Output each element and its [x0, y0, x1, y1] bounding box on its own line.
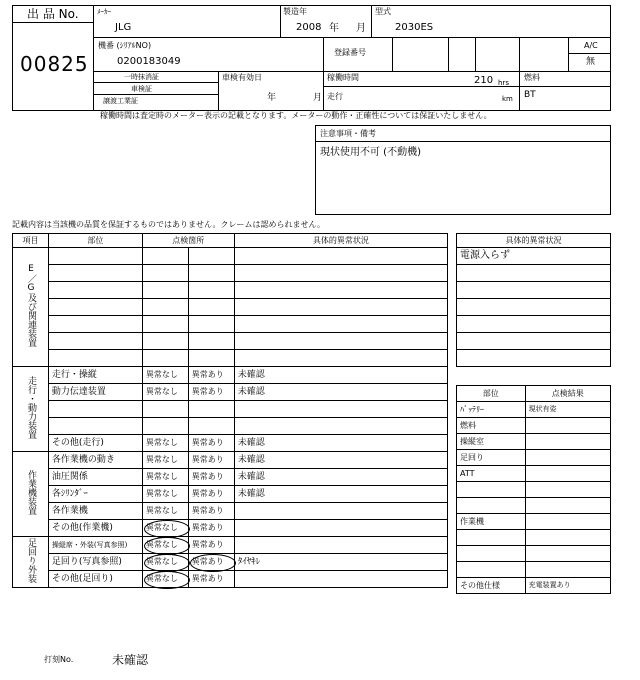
- detail-cell: [457, 333, 611, 350]
- temp-cert-label: 一時抹消証: [124, 73, 159, 81]
- check-ng-cell: 異常あり: [188, 486, 234, 503]
- note-cell: [234, 248, 447, 265]
- check-ok-cell: 異常なし: [142, 435, 188, 452]
- table-row: [457, 402, 611, 418]
- table-header: 点検箇所: [142, 234, 234, 248]
- table-row: [13, 537, 448, 554]
- circle-mark: [144, 520, 190, 538]
- result-value-cell: [525, 546, 610, 562]
- serial-value: 0200183049: [117, 56, 181, 67]
- note-cell: [234, 537, 447, 554]
- table-row: [13, 265, 448, 282]
- table-row: [13, 571, 448, 588]
- check-ng-cell: 異常あり: [188, 469, 234, 486]
- fuel-value: BT: [524, 90, 536, 100]
- result-part-cell: [457, 498, 526, 514]
- year-unit: 年: [329, 23, 339, 34]
- note-cell: [234, 265, 447, 282]
- part-cell: 各作業機: [48, 503, 142, 520]
- table-row: [13, 333, 448, 350]
- remarks-label: 注意事項・備考: [320, 129, 376, 138]
- result-value-cell: [525, 418, 610, 434]
- detail-cell: [457, 265, 611, 282]
- check-ng-cell: [188, 248, 234, 265]
- table-header: 具体的異常状況: [234, 234, 447, 248]
- result-value-cell: [525, 434, 610, 450]
- check-ok-cell: 異常なし: [142, 486, 188, 503]
- table-row: [457, 498, 611, 514]
- detail-cell: [457, 316, 611, 333]
- check-ok-cell: [142, 248, 188, 265]
- table-row: [457, 450, 611, 466]
- stamp-value: 未確認: [112, 653, 149, 667]
- part-cell: 操縦席・外装(写真参照): [48, 537, 142, 554]
- model-value: 2030ES: [395, 22, 434, 33]
- detail-cell: 電源入らず: [457, 248, 611, 265]
- result-value-cell: [525, 466, 610, 482]
- table-row: [13, 486, 448, 503]
- result-value-cell: [525, 530, 610, 546]
- result-part-cell: [457, 546, 526, 562]
- result-value-cell: [525, 450, 610, 466]
- part-cell: [48, 418, 142, 435]
- lot-number: 00825: [20, 52, 89, 76]
- part-cell: その他(走行): [48, 435, 142, 452]
- check-ok-cell: 異常なし: [142, 452, 188, 469]
- note-cell: 未確認: [234, 452, 447, 469]
- remarks-box: [315, 125, 611, 215]
- circle-mark: [190, 554, 236, 572]
- part-cell: [48, 316, 142, 333]
- fuel-label: 燃料: [524, 73, 540, 82]
- check-ok-cell: 異常なし: [142, 554, 188, 571]
- check-ng-cell: [188, 350, 234, 367]
- part-cell: 油圧関係: [48, 469, 142, 486]
- table-row: [13, 384, 448, 401]
- results-table: [456, 385, 611, 594]
- ac-value: 無: [586, 57, 596, 67]
- table-header: 部位: [48, 234, 142, 248]
- table-row: [457, 482, 611, 498]
- result-value-cell: [525, 498, 610, 514]
- circle-mark: [144, 537, 190, 555]
- note-cell: ﾀｲﾔｷﾚ: [234, 554, 447, 571]
- result-part-cell: 足回り: [457, 450, 526, 466]
- check-ng-cell: 異常あり: [188, 435, 234, 452]
- check-ng-cell: [188, 401, 234, 418]
- table-header: 具体的異常状況: [457, 234, 611, 248]
- check-ng-cell: 異常あり: [188, 537, 234, 554]
- part-cell: 足回り(写真参照): [48, 554, 142, 571]
- result-part-cell: 作業機: [457, 514, 526, 530]
- vehicle-cert-label: 車検証: [131, 85, 152, 93]
- table-row: [13, 418, 448, 435]
- hours-label: 稼働時間: [327, 73, 359, 82]
- table-row: [457, 299, 611, 316]
- section-label: [13, 367, 49, 452]
- table-row: [13, 469, 448, 486]
- detail-cell: [457, 299, 611, 316]
- inspection-year-unit: 年: [267, 93, 277, 103]
- check-ok-cell: [142, 316, 188, 333]
- result-value-cell: [525, 514, 610, 530]
- check-ng-cell: 異常あり: [188, 554, 234, 571]
- result-part-cell: [457, 482, 526, 498]
- table-row: [457, 578, 611, 594]
- note-cell: [234, 418, 447, 435]
- year-value: 2008: [296, 22, 322, 33]
- check-ok-cell: 異常なし: [142, 384, 188, 401]
- section-label: [13, 537, 49, 588]
- table-row: [13, 350, 448, 367]
- result-part-cell: その他仕様: [457, 578, 526, 594]
- section-label-text: 作業機装置: [25, 470, 36, 515]
- check-ng-cell: [188, 418, 234, 435]
- part-cell: その他(作業機): [48, 520, 142, 537]
- table-header: 部位: [457, 386, 526, 402]
- hours-value: 210: [474, 75, 494, 86]
- note-cell: [234, 401, 447, 418]
- table-header: 項目: [13, 234, 49, 248]
- note-cell: [234, 333, 447, 350]
- table-row: [13, 248, 448, 265]
- detail-cell: [457, 350, 611, 367]
- check-ok-cell: 異常なし: [142, 520, 188, 537]
- check-ng-cell: 異常あり: [188, 367, 234, 384]
- table-header: 点検結果: [525, 386, 610, 402]
- table-row: [457, 248, 611, 265]
- table-row: [457, 418, 611, 434]
- part-cell: 動力伝達装置: [48, 384, 142, 401]
- lot-label: 出 品 No.: [27, 7, 79, 21]
- part-cell: その他(足回り): [48, 571, 142, 588]
- year-label: 製造年: [283, 7, 307, 16]
- section-label-text: 走行・動力装置: [25, 376, 36, 439]
- table-row: [13, 520, 448, 537]
- check-ok-cell: 異常なし: [142, 571, 188, 588]
- check-ng-cell: [188, 282, 234, 299]
- check-ng-cell: [188, 299, 234, 316]
- table-row: [13, 282, 448, 299]
- note-cell: [234, 350, 447, 367]
- remarks-text: 現状使用不可 (不動機): [320, 147, 421, 158]
- check-ok-cell: [142, 418, 188, 435]
- part-cell: [48, 282, 142, 299]
- ac-label: A/C: [584, 41, 598, 50]
- check-ng-cell: 異常あり: [188, 520, 234, 537]
- result-part-cell: ﾊﾞｯﾃﾘｰ: [457, 402, 526, 418]
- table-row: [13, 452, 448, 469]
- check-ng-cell: 異常あり: [188, 571, 234, 588]
- inspection-month-unit: 月: [313, 93, 323, 103]
- table-row: [13, 401, 448, 418]
- result-part-cell: ATT: [457, 466, 526, 482]
- km-unit: km: [502, 95, 513, 103]
- check-ok-cell: 異常なし: [142, 537, 188, 554]
- serial-label: 機番 (ｼﾘｱﾙNO): [98, 41, 152, 50]
- table-row: [457, 316, 611, 333]
- table-row: [13, 299, 448, 316]
- check-ok-cell: [142, 333, 188, 350]
- result-value-cell: [525, 482, 610, 498]
- check-ok-cell: [142, 350, 188, 367]
- result-value-cell: 充電装置あり: [525, 578, 610, 594]
- note-cell: [234, 299, 447, 316]
- check-ok-cell: 異常なし: [142, 503, 188, 520]
- table-row: [457, 350, 611, 367]
- stamp-label: 打刻No.: [44, 655, 74, 664]
- check-ok-cell: 異常なし: [142, 469, 188, 486]
- table-row: [457, 282, 611, 299]
- maker-label: ﾒｰｶｰ: [97, 8, 111, 16]
- check-ng-cell: 異常あり: [188, 452, 234, 469]
- result-part-cell: 燃料: [457, 418, 526, 434]
- table-row: [13, 503, 448, 520]
- inspection-date-label: 車検有効日: [222, 73, 262, 82]
- check-ok-cell: [142, 299, 188, 316]
- check-ng-cell: 異常あり: [188, 384, 234, 401]
- check-ok-cell: 異常なし: [142, 367, 188, 384]
- note-cell: 未確認: [234, 486, 447, 503]
- note-cell: [234, 282, 447, 299]
- note-cell: 未確認: [234, 384, 447, 401]
- section-label: [13, 452, 49, 537]
- header-block: [12, 5, 611, 111]
- table-row: [13, 367, 448, 384]
- note-cell: 未確認: [234, 469, 447, 486]
- note-cell: [234, 571, 447, 588]
- note-cell: 未確認: [234, 367, 447, 384]
- engine-detail-table: [456, 233, 611, 367]
- check-ng-cell: [188, 333, 234, 350]
- result-value-cell: 現状有姿: [525, 402, 610, 418]
- detail-cell: [457, 282, 611, 299]
- table-row: [457, 562, 611, 578]
- result-part-cell: [457, 530, 526, 546]
- check-ok-cell: [142, 401, 188, 418]
- table-row: [457, 434, 611, 450]
- result-part-cell: [457, 562, 526, 578]
- note-cell: [234, 316, 447, 333]
- registration-label: 登録番号: [334, 48, 366, 57]
- check-ok-cell: [142, 282, 188, 299]
- section-label: [13, 248, 49, 367]
- check-ng-cell: 異常あり: [188, 503, 234, 520]
- table-row: [457, 466, 611, 482]
- part-cell: [48, 350, 142, 367]
- model-label: 型式: [375, 7, 391, 16]
- part-cell: [48, 265, 142, 282]
- month-unit: 月: [356, 23, 366, 34]
- part-cell: [48, 299, 142, 316]
- table-row: [457, 514, 611, 530]
- hours-unit: hrs: [498, 79, 509, 87]
- section-label-text: 足回り外装: [25, 538, 36, 583]
- part-cell: 走行・操縦: [48, 367, 142, 384]
- part-cell: [48, 248, 142, 265]
- check-ng-cell: [188, 265, 234, 282]
- disclaimer: 記載内容は当該機の品質を保証するものではありません。クレームは認められません。: [12, 220, 325, 229]
- check-ng-cell: [188, 316, 234, 333]
- check-ok-cell: [142, 265, 188, 282]
- part-cell: [48, 401, 142, 418]
- meter-note: 稼働時間は査定時のメーター表示の記載となります。メーターの動作・正確性については保証いたしません。: [100, 111, 492, 120]
- part-cell: 各作業機の動き: [48, 452, 142, 469]
- section-label-text: E／G及び関連装置: [25, 264, 36, 347]
- part-cell: 各ｼﾘﾝﾀﾞｰ: [48, 486, 142, 503]
- result-part-cell: 操縦室: [457, 434, 526, 450]
- note-cell: 未確認: [234, 435, 447, 452]
- table-row: [457, 265, 611, 282]
- result-value-cell: [525, 562, 610, 578]
- note-cell: [234, 520, 447, 537]
- note-cell: [234, 503, 447, 520]
- maker-value: JLG: [115, 22, 132, 33]
- circle-mark: [144, 554, 190, 572]
- travel-label: 走行: [327, 92, 343, 101]
- inspection-table: [12, 233, 448, 588]
- table-row: [457, 333, 611, 350]
- circle-mark: [144, 571, 190, 589]
- table-row: [13, 435, 448, 452]
- table-row: [13, 316, 448, 333]
- table-row: [457, 530, 611, 546]
- transfer-cert-label: 譲渡工業証: [103, 97, 138, 105]
- part-cell: [48, 333, 142, 350]
- table-row: [457, 546, 611, 562]
